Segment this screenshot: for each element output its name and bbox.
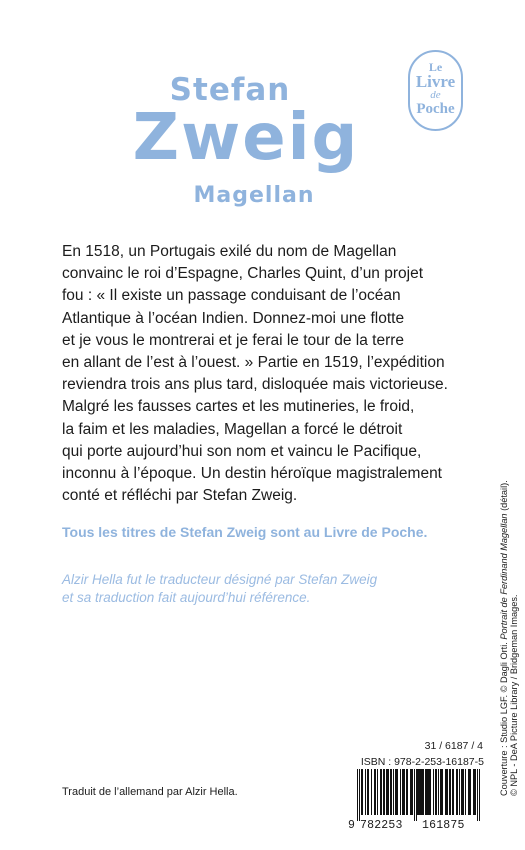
barcode-bar: [445, 769, 448, 815]
barcode-bar: [435, 769, 437, 815]
blurb-line: inconnu à l’époque. Un destin héroïque magistralement: [62, 465, 442, 483]
author-last-name: Zweig: [132, 101, 360, 175]
barcode-bar: [465, 769, 466, 815]
translated-by: Traduit de l’allemand par Alzir Hella.: [62, 786, 238, 798]
book-title: Magellan: [193, 183, 315, 208]
barcode-bar: [416, 769, 417, 821]
translator-note-line: Alzir Hella fut le traducteur désigné par Stefan Zweig: [62, 572, 378, 587]
barcode-bar: [459, 769, 460, 815]
barcode-bar: [380, 769, 382, 815]
barcode-bar: [433, 769, 434, 815]
barcode-bars: [348, 769, 486, 821]
barcode-bar: [406, 769, 408, 815]
barcode-bar: [371, 769, 372, 815]
logo-text-poche: Poche: [416, 101, 455, 117]
barcode-first-digit: 9: [348, 819, 355, 832]
barcode-bar: [473, 769, 476, 815]
credits-text: (détail).: [499, 480, 509, 514]
credits-text: Couverture : Studio LGF. © Dagli Orti.: [499, 639, 509, 796]
blurb-line: Malgré les fausses cartes et les mutineries, le froid,: [62, 398, 415, 416]
barcode-bar: [383, 769, 385, 815]
barcode-bar: [357, 769, 358, 821]
blurb-line: qui porte aujourd’hui son nom et vaincu le Pacifique,: [62, 442, 422, 460]
barcode-digits: [348, 819, 486, 835]
barcode-bar: [425, 769, 427, 815]
logo-text-de: de: [430, 89, 441, 101]
logo-text-livre: Livre: [415, 72, 456, 91]
barcode-bar: [390, 769, 392, 815]
blurb-text: [62, 241, 482, 507]
cover-credits: [499, 480, 519, 796]
blurb-line: conté et réfléchi par Stefan Zweig.: [62, 487, 298, 505]
blurb-line: fou : « Il existe un passage conduisant de l’océan: [62, 287, 401, 305]
barcode-bar: [365, 769, 366, 815]
blurb-line: reviendra trois ans plus tard, disloquée mais victorieuse.: [62, 376, 448, 394]
barcode-bar: [456, 769, 458, 815]
author-first-name: Stefan: [169, 72, 291, 108]
barcode-bar: [440, 769, 443, 815]
credits-artwork-title: Portrait de Ferdinand Magellan: [499, 513, 509, 640]
barcode-bar: [477, 769, 478, 821]
credits-line-2: © NPL - DeA Picture Library / Bridgeman Images.: [508, 594, 519, 796]
barcode-bar: [461, 769, 464, 815]
blurb-line: la faim et les maladies, Magellan a forcé le détroit: [62, 420, 403, 438]
series-note: Tous les titres de Stefan Zweig sont au Livre de Poche.: [62, 524, 428, 540]
blurb-line: convainc le roi d’Espagne, Charles Quint, d’un projet: [62, 265, 424, 283]
translator-note: [62, 571, 462, 607]
barcode-bar: [359, 769, 360, 821]
barcode-bar: [374, 769, 376, 815]
catalog-code: 31 / 6187 / 4: [424, 740, 483, 752]
barcode-bar: [367, 769, 369, 815]
blurb-line: En 1518, un Portugais exilé du nom de Magellan: [62, 243, 397, 260]
translator-note-line: et sa traduction fait aujourd’hui référence.: [62, 590, 311, 605]
barcode-bar: [452, 769, 454, 815]
barcode: [348, 769, 486, 835]
publisher-logo: [408, 50, 463, 131]
barcode-bar: [410, 769, 413, 815]
barcode-bar: [420, 769, 422, 815]
barcode-bar: [479, 769, 480, 821]
barcode-bar: [361, 769, 363, 815]
barcode-bar: [377, 769, 378, 815]
isbn-number: ISBN : 978-2-253-16187-5: [360, 756, 484, 768]
logo-text-le: Le: [428, 60, 443, 74]
barcode-bar: [402, 769, 405, 815]
blurb-line: en allant de l’est à l’ouest. » Partie en 1519, l’expédition: [62, 354, 445, 372]
blurb-line: et je vous le montrerai et je ferai le tour de la terre: [62, 331, 405, 349]
blurb-line: Atlantique à l’océan Indien. Donnez-moi une flotte: [62, 309, 405, 327]
barcode-bar: [414, 769, 415, 821]
barcode-bar: [400, 769, 401, 815]
barcode-bar: [386, 769, 389, 815]
barcode-bar: [419, 769, 420, 815]
barcode-bar: [417, 769, 419, 815]
barcode-bar: [449, 769, 451, 815]
barcode-left-group: 782253: [360, 819, 403, 832]
barcode-bar: [422, 769, 424, 815]
barcode-bar: [438, 769, 439, 815]
barcode-bar: [393, 769, 394, 815]
barcode-bar: [428, 769, 431, 815]
barcode-bar: [395, 769, 398, 815]
barcode-right-group: 161875: [422, 819, 465, 832]
barcode-bar: [468, 769, 471, 815]
